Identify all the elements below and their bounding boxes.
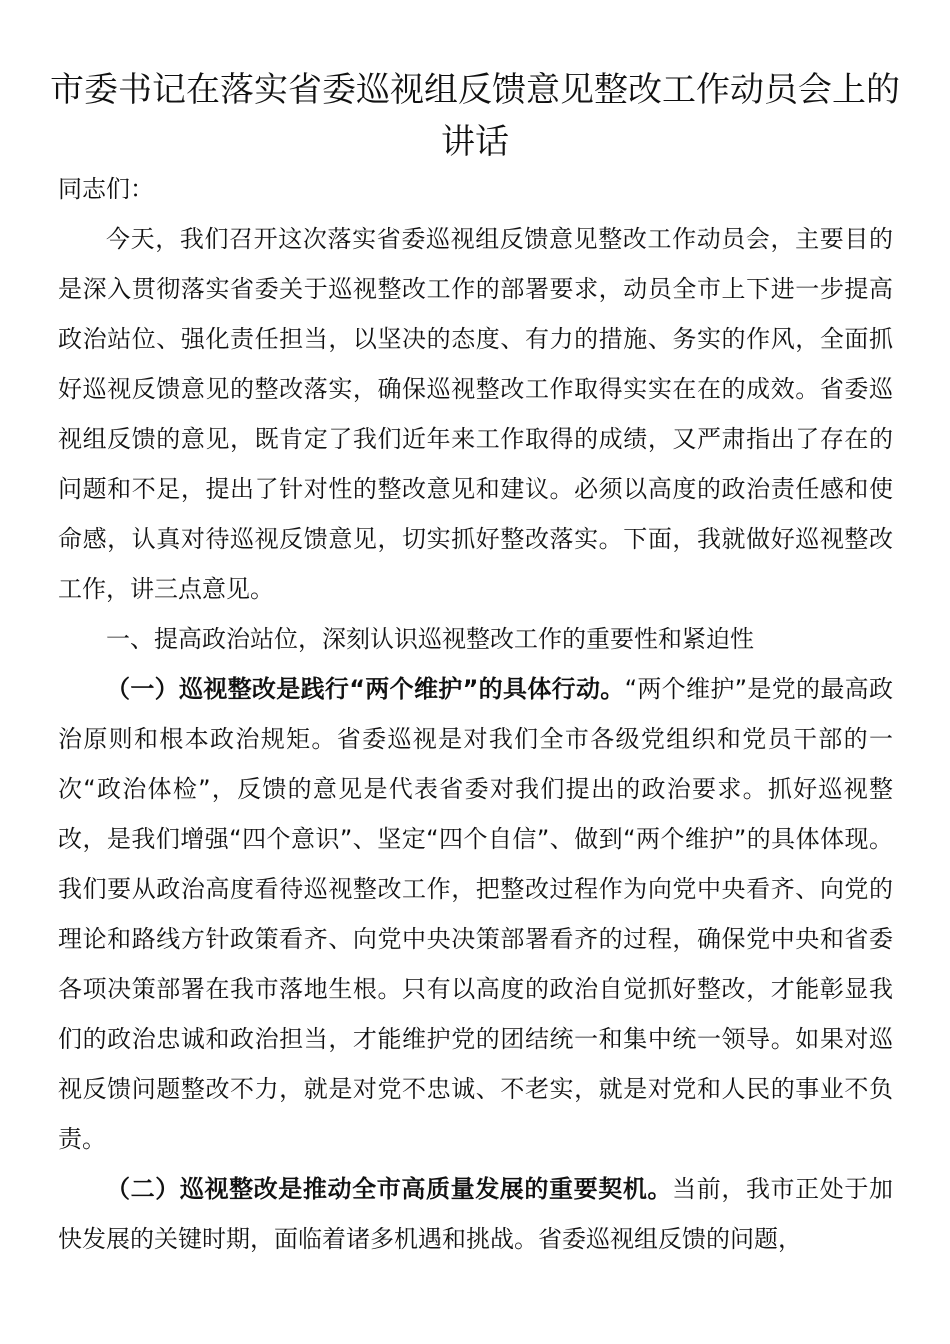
point-1-paragraph <box>58 664 893 1164</box>
point-2-text: 当前，我市正处于加快发展的关键时期，面临着诸多机遇和挑战。省委巡视组反馈的问题， <box>58 1175 894 1253</box>
section-heading-1: 一、提高政治站位，深刻认识巡视整改工作的重要性和紧迫性 <box>106 625 754 653</box>
point-1-lead: （一）巡视整改是践行“两个维护”的具体行动。 <box>106 675 625 703</box>
document-body <box>58 164 893 1264</box>
salutation: 同志们： <box>58 175 154 203</box>
document-title: 市委书记在落实省委巡视组反馈意见整改工作动员会上的讲话 <box>50 70 900 162</box>
point-2-lead: （二）巡视整改是推动全市高质量发展的重要契机。 <box>106 1175 673 1203</box>
intro-paragraph: 今天，我们召开这次落实省委巡视组反馈意见整改工作动员会，主要目的是深入贯彻落实省委关于巡视整改工作的部署要求，动员全市上下进一步提高政治站位、强化责任担当，以坚决的态度、有力的措施、务实的作风，全面抓好巡视反馈意见的整改落实，确保巡视整改工作取得实实在在的成效。省委巡视组反馈的意见，既肯定了我们近年来工作取得的成绩，又严肃指出了存在的问题和不足，提出了针对性的整改意见和建议。必须以高度的政治责任感和使命感，认真对待巡视反馈意见，切实抓好整改落实。下面，我就做好巡视整改工作，讲三点意见。 <box>58 225 893 603</box>
point-1-text: “两个维护”是党的最高政治原则和根本政治规矩。省委巡视是对我们全市各级党组织和党员干部的一次“政治体检”，反馈的意见是代表省委对我们提出的政治要求。抓好巡视整改，是我们增强“四个意识”、坚定“四个自信”、做到“两个维护”的具体体现。我们要从政治高度看待巡视整改工作，把整改过程作为向党中央看齐、向党的理论和路线方针政策看齐、向党中央决策部署看齐的过程，确保党中央和省委各项决策部署在我市落地生根。只有以高度的政治自觉抓好整改，才能彰显我们的政治忠诚和政治担当，才能维护党的团结统一和集中统一领导。如果对巡视反馈问题整改不力，就是对党不忠诚、不老实，就是对党和人民的事业不负责。 <box>58 675 894 1153</box>
point-2-paragraph <box>58 1164 893 1264</box>
